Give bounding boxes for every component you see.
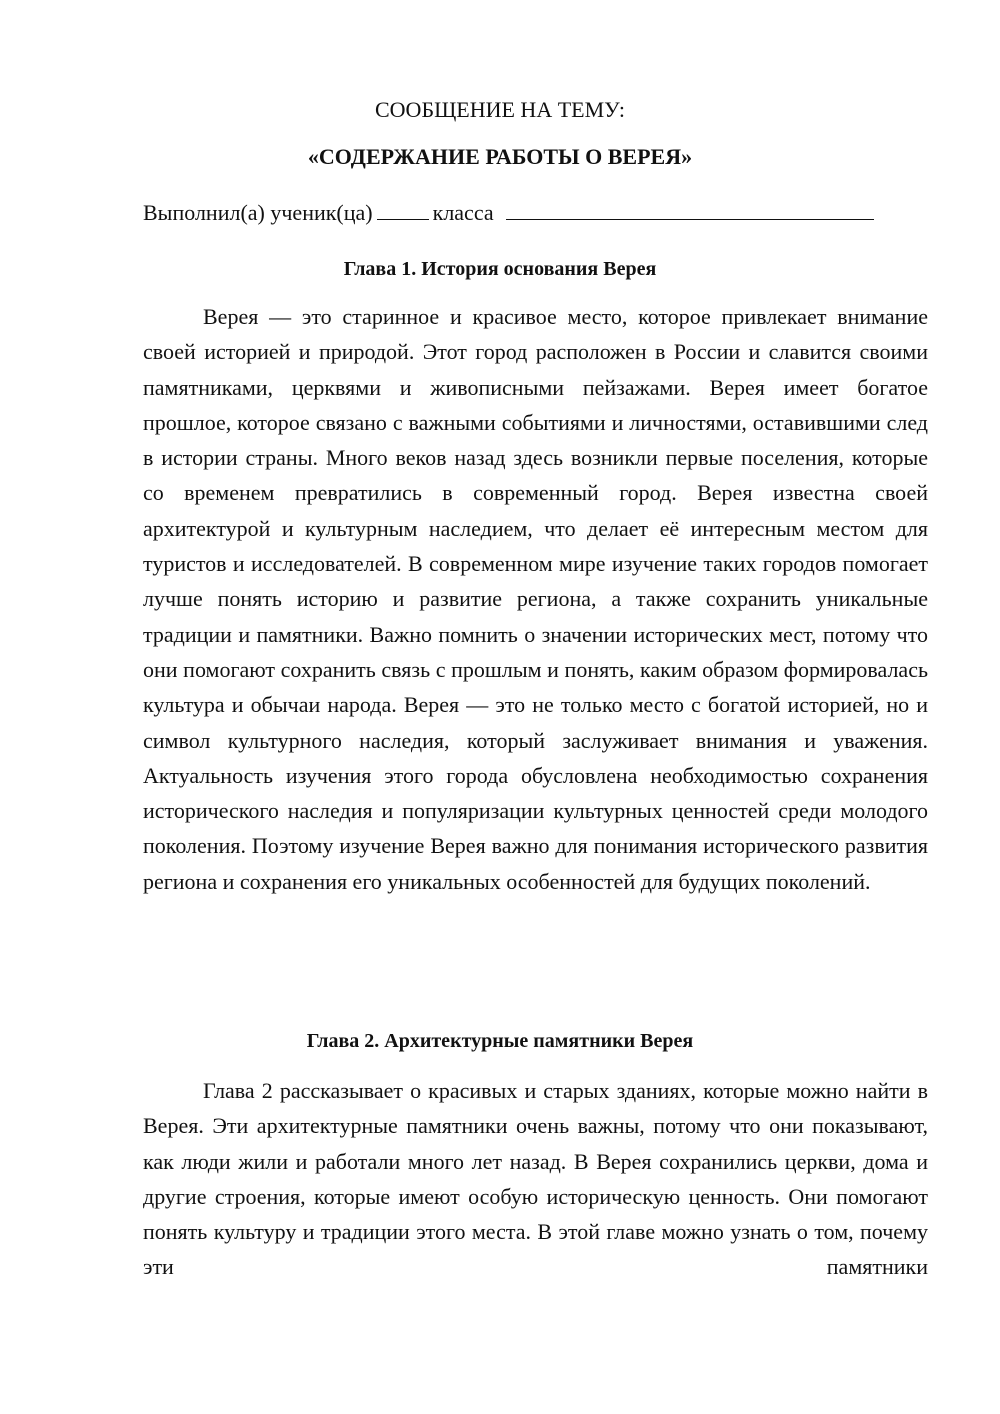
chapter-1-heading: Глава 1. История основания Верея [343,258,657,280]
author-line [143,199,933,227]
document-title-line-1: СООБЩЕНИЕ НА ТЕМУ: [375,97,625,122]
student-name-blank [506,199,874,220]
chapter-1-paragraph: Верея — это старинное и красивое место, которое привлекает внимание своей историей и природой. Этот город расположен в России и славится своими памятниками, церквями и живописными пейзажами. Верея имеет богатое прошлое, которое связано с важными событиями и личностями, оставившими след в истории страны. Много веков назад здесь возникли первые поселения, которые со временем превратились в современный город. Верея известна своей архитектурой и культурным наследием, что делает её интересным местом для туристов и исследователей. В современном мире изучение таких городов помогает лучше понять историю и развитие региона, а также сохранить уникальные традиции и памятники. Важно помнить о значении исторических мест, потому что они помогают сохранить связь с прошлым и понять, каким образом формировалась культура и обычаи народа. Верея — это не только место с богатой историей, но и символ культурного наследия, который заслуживает внимания и уважения. Актуальность изучения этого города обусловлена необходимостью сохранения исторического наследия и популяризации культурных ценностей среди молодого поколения. Поэтому изучение Верея важно для понимания исторического развития региона и сохранения его уникальных особенностей для будущих поколений. [143,304,928,894]
class-label: класса [432,200,494,225]
class-number-blank [377,199,429,220]
author-prefix: Выполнил(а) ученик(ца) [143,200,373,225]
chapter-2-heading: Глава 2. Архитектурные памятники Верея [306,1030,694,1052]
chapter-2-paragraph: Глава 2 рассказывает о красивых и старых зданиях, которые можно найти в Верея. Эти архитектурные памятники очень важны, потому что они показывают, как люди жили и работали много лет назад. В Верея сохранились церкви, дома и другие строения, которые имеют особую историческую ценность. Они помогают понять культуру и традиции этого места. В этой главе можно узнать о том, почему эти памятники [143,1078,928,1280]
document-title-line-2: «СОДЕРЖАНИЕ РАБОТЫ О ВЕРЕЯ» [307,144,693,169]
